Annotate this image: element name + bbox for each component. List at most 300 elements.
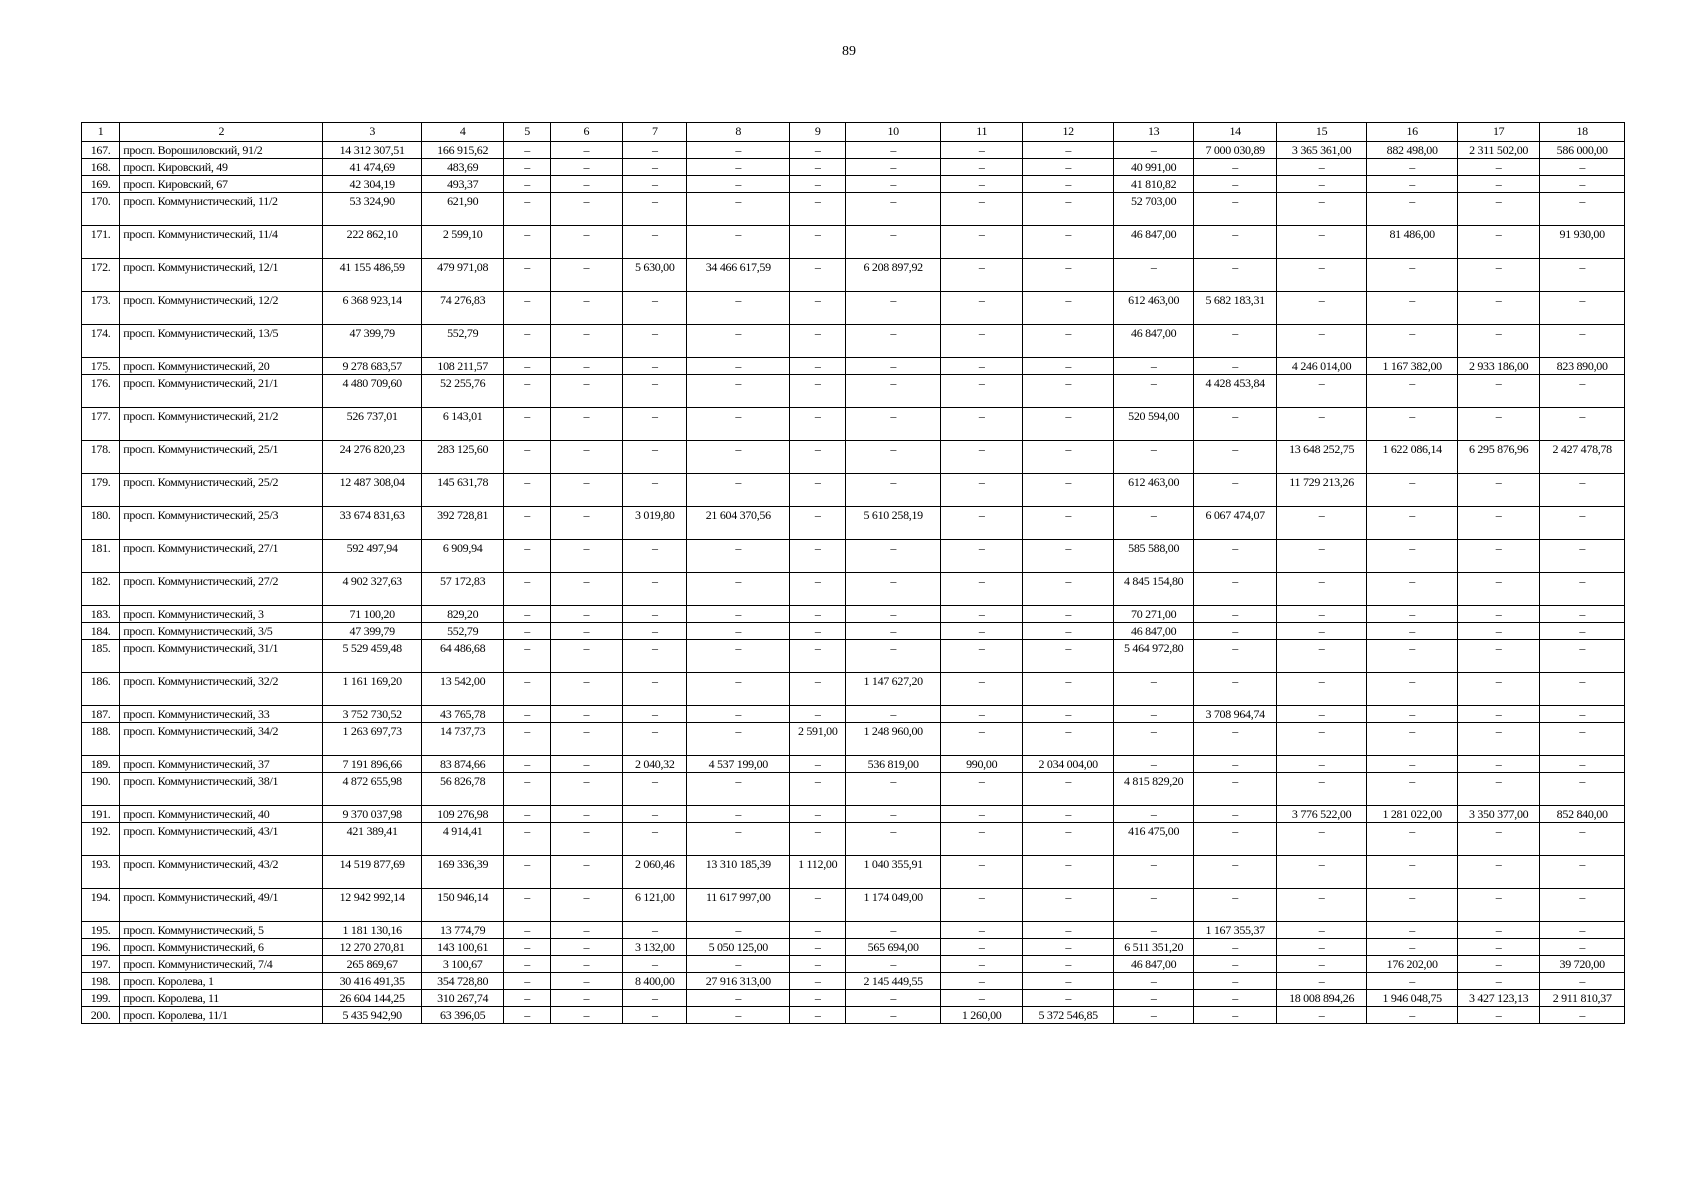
- value-cell: –: [846, 375, 941, 408]
- address-cell: просп. Коммунистический, 31/1: [120, 640, 323, 673]
- value-cell: –: [1540, 756, 1625, 773]
- value-cell: 6 909,94: [421, 540, 503, 573]
- value-cell: 4 246 014,00: [1276, 358, 1367, 375]
- value-cell: 5 372 546,85: [1023, 1007, 1114, 1024]
- value-cell: 30 416 491,35: [323, 973, 422, 990]
- value-cell: 222 862,10: [323, 226, 422, 259]
- row-number: 175.: [82, 358, 120, 375]
- value-cell: –: [623, 474, 687, 507]
- value-cell: –: [1113, 756, 1193, 773]
- value-cell: –: [940, 441, 1022, 474]
- value-cell: 421 389,41: [323, 823, 422, 856]
- value-cell: –: [846, 176, 941, 193]
- value-cell: –: [940, 292, 1022, 325]
- column-header: 10: [846, 123, 941, 142]
- value-cell: –: [1113, 507, 1193, 540]
- value-cell: –: [550, 325, 622, 358]
- value-cell: –: [550, 806, 622, 823]
- value-cell: 990,00: [940, 756, 1022, 773]
- value-cell: 4 537 199,00: [687, 756, 790, 773]
- value-cell: 3 019,80: [623, 507, 687, 540]
- table-row: [82, 507, 1625, 540]
- value-cell: –: [1023, 358, 1114, 375]
- value-cell: –: [940, 922, 1022, 939]
- value-cell: –: [846, 956, 941, 973]
- value-cell: –: [550, 756, 622, 773]
- value-cell: –: [687, 823, 790, 856]
- value-cell: –: [1367, 756, 1458, 773]
- value-cell: 1 622 086,14: [1367, 441, 1458, 474]
- value-cell: 829,20: [421, 606, 503, 623]
- value-cell: –: [687, 358, 790, 375]
- value-cell: –: [1457, 756, 1539, 773]
- table-row: [82, 142, 1625, 159]
- value-cell: –: [1194, 956, 1276, 973]
- value-cell: –: [550, 226, 622, 259]
- value-cell: –: [1367, 325, 1458, 358]
- value-cell: –: [623, 956, 687, 973]
- table-row: [82, 325, 1625, 358]
- column-header: 12: [1023, 123, 1114, 142]
- value-cell: –: [1540, 159, 1625, 176]
- value-cell: 5 630,00: [623, 259, 687, 292]
- value-cell: –: [1023, 441, 1114, 474]
- value-cell: –: [1367, 623, 1458, 640]
- value-cell: –: [550, 939, 622, 956]
- value-cell: 354 728,80: [421, 973, 503, 990]
- address-cell: просп. Коммунистический, 27/1: [120, 540, 323, 573]
- row-number: 180.: [82, 507, 120, 540]
- table-row: [82, 640, 1625, 673]
- value-cell: –: [504, 922, 550, 939]
- value-cell: 552,79: [421, 325, 503, 358]
- value-cell: –: [1367, 176, 1458, 193]
- value-cell: –: [550, 723, 622, 756]
- column-header: 16: [1367, 123, 1458, 142]
- value-cell: –: [940, 142, 1022, 159]
- row-number: 187.: [82, 706, 120, 723]
- table-row: [82, 856, 1625, 889]
- value-cell: –: [1367, 856, 1458, 889]
- address-cell: просп. Кировский, 49: [120, 159, 323, 176]
- row-number: 169.: [82, 176, 120, 193]
- value-cell: –: [1457, 773, 1539, 806]
- value-cell: –: [790, 773, 846, 806]
- value-cell: –: [1023, 922, 1114, 939]
- value-cell: –: [846, 806, 941, 823]
- value-cell: –: [550, 408, 622, 441]
- value-cell: 5 050 125,00: [687, 939, 790, 956]
- table-row: [82, 441, 1625, 474]
- value-cell: 5 529 459,48: [323, 640, 422, 673]
- value-cell: –: [1540, 259, 1625, 292]
- value-cell: –: [623, 142, 687, 159]
- value-cell: –: [1023, 856, 1114, 889]
- value-cell: 4 815 829,20: [1113, 773, 1193, 806]
- row-number: 197.: [82, 956, 120, 973]
- value-cell: 1 147 627,20: [846, 673, 941, 706]
- value-cell: –: [790, 956, 846, 973]
- value-cell: 6 368 923,14: [323, 292, 422, 325]
- value-cell: 12 942 992,14: [323, 889, 422, 922]
- address-cell: просп. Коммунистический, 25/1: [120, 441, 323, 474]
- column-header: 5: [504, 123, 550, 142]
- value-cell: –: [623, 773, 687, 806]
- value-cell: –: [846, 441, 941, 474]
- value-cell: –: [623, 922, 687, 939]
- value-cell: –: [1276, 956, 1367, 973]
- value-cell: 18 008 894,26: [1276, 990, 1367, 1007]
- value-cell: –: [1023, 193, 1114, 226]
- value-cell: –: [846, 292, 941, 325]
- row-number: 179.: [82, 474, 120, 507]
- value-cell: 56 826,78: [421, 773, 503, 806]
- value-cell: –: [1457, 193, 1539, 226]
- value-cell: –: [790, 756, 846, 773]
- value-cell: –: [940, 325, 1022, 358]
- value-cell: –: [1113, 375, 1193, 408]
- value-cell: –: [1023, 474, 1114, 507]
- value-cell: –: [504, 806, 550, 823]
- value-cell: –: [790, 823, 846, 856]
- value-cell: –: [1194, 474, 1276, 507]
- value-cell: –: [550, 176, 622, 193]
- value-cell: –: [504, 573, 550, 606]
- value-cell: –: [1457, 673, 1539, 706]
- value-cell: 11 729 213,26: [1276, 474, 1367, 507]
- row-number: 168.: [82, 159, 120, 176]
- value-cell: –: [1194, 159, 1276, 176]
- value-cell: 1 181 130,16: [323, 922, 422, 939]
- value-cell: –: [550, 193, 622, 226]
- value-cell: –: [623, 706, 687, 723]
- value-cell: 11 617 997,00: [687, 889, 790, 922]
- value-cell: –: [1367, 939, 1458, 956]
- address-cell: просп. Кировский, 67: [120, 176, 323, 193]
- value-cell: –: [1540, 408, 1625, 441]
- value-cell: –: [687, 142, 790, 159]
- value-cell: 3 776 522,00: [1276, 806, 1367, 823]
- row-number: 184.: [82, 623, 120, 640]
- value-cell: 2 427 478,78: [1540, 441, 1625, 474]
- value-cell: –: [1023, 956, 1114, 973]
- value-cell: 71 100,20: [323, 606, 422, 623]
- value-cell: –: [550, 540, 622, 573]
- row-number: 198.: [82, 973, 120, 990]
- value-cell: 34 466 617,59: [687, 259, 790, 292]
- value-cell: –: [1194, 325, 1276, 358]
- value-cell: –: [1457, 606, 1539, 623]
- value-cell: 1 161 169,20: [323, 673, 422, 706]
- value-cell: –: [550, 1007, 622, 1024]
- value-cell: –: [1367, 193, 1458, 226]
- value-cell: 46 847,00: [1113, 956, 1193, 973]
- address-cell: просп. Коммунистический, 11/2: [120, 193, 323, 226]
- value-cell: –: [940, 640, 1022, 673]
- value-cell: –: [1276, 973, 1367, 990]
- value-cell: –: [687, 1007, 790, 1024]
- column-header: 13: [1113, 123, 1193, 142]
- address-cell: просп. Коммунистический, 3: [120, 606, 323, 623]
- value-cell: –: [623, 441, 687, 474]
- value-cell: –: [1540, 673, 1625, 706]
- value-cell: 52 255,76: [421, 375, 503, 408]
- value-cell: –: [940, 259, 1022, 292]
- value-cell: –: [1194, 259, 1276, 292]
- value-cell: 42 304,19: [323, 176, 422, 193]
- value-cell: –: [623, 640, 687, 673]
- value-cell: –: [790, 159, 846, 176]
- value-cell: –: [790, 1007, 846, 1024]
- row-number: 172.: [82, 259, 120, 292]
- value-cell: –: [1194, 823, 1276, 856]
- value-cell: –: [790, 606, 846, 623]
- value-cell: 621,90: [421, 193, 503, 226]
- value-cell: 2 311 502,00: [1457, 142, 1539, 159]
- value-cell: 479 971,08: [421, 259, 503, 292]
- value-cell: 46 847,00: [1113, 226, 1193, 259]
- address-cell: просп. Коммунистический, 11/4: [120, 226, 323, 259]
- value-cell: –: [623, 623, 687, 640]
- value-cell: –: [504, 939, 550, 956]
- value-cell: 283 125,60: [421, 441, 503, 474]
- value-cell: –: [1194, 1007, 1276, 1024]
- value-cell: –: [940, 573, 1022, 606]
- value-cell: –: [790, 358, 846, 375]
- value-cell: –: [623, 573, 687, 606]
- value-cell: –: [940, 706, 1022, 723]
- value-cell: –: [1194, 176, 1276, 193]
- value-cell: –: [504, 193, 550, 226]
- value-cell: –: [1023, 623, 1114, 640]
- value-cell: –: [1540, 474, 1625, 507]
- value-cell: –: [504, 756, 550, 773]
- value-cell: –: [687, 193, 790, 226]
- value-cell: 14 519 877,69: [323, 856, 422, 889]
- value-cell: 6 511 351,20: [1113, 939, 1193, 956]
- value-cell: 5 610 258,19: [846, 507, 941, 540]
- value-cell: –: [504, 623, 550, 640]
- value-cell: 592 497,94: [323, 540, 422, 573]
- value-cell: 3 132,00: [623, 939, 687, 956]
- value-cell: 3 752 730,52: [323, 706, 422, 723]
- value-cell: –: [504, 358, 550, 375]
- value-cell: 1 167 355,37: [1194, 922, 1276, 939]
- address-cell: просп. Королева, 1: [120, 973, 323, 990]
- value-cell: –: [623, 806, 687, 823]
- value-cell: –: [1367, 889, 1458, 922]
- value-cell: –: [687, 606, 790, 623]
- value-cell: 13 542,00: [421, 673, 503, 706]
- value-cell: 46 847,00: [1113, 325, 1193, 358]
- value-cell: 81 486,00: [1367, 226, 1458, 259]
- value-cell: –: [687, 159, 790, 176]
- value-cell: –: [504, 408, 550, 441]
- value-cell: 4 902 327,63: [323, 573, 422, 606]
- value-cell: –: [1457, 889, 1539, 922]
- value-cell: –: [1194, 358, 1276, 375]
- row-number: 174.: [82, 325, 120, 358]
- value-cell: 4 428 453,84: [1194, 375, 1276, 408]
- value-cell: –: [504, 441, 550, 474]
- value-cell: –: [940, 474, 1022, 507]
- table-row: [82, 623, 1625, 640]
- value-cell: –: [790, 193, 846, 226]
- table-row: [82, 939, 1625, 956]
- value-cell: 265 869,67: [323, 956, 422, 973]
- value-cell: 612 463,00: [1113, 474, 1193, 507]
- value-cell: 1 281 022,00: [1367, 806, 1458, 823]
- value-cell: –: [1367, 474, 1458, 507]
- value-cell: 13 648 252,75: [1276, 441, 1367, 474]
- value-cell: –: [790, 325, 846, 358]
- value-cell: 166 915,62: [421, 142, 503, 159]
- value-cell: –: [846, 358, 941, 375]
- value-cell: 2 145 449,55: [846, 973, 941, 990]
- value-cell: –: [1540, 176, 1625, 193]
- value-cell: –: [550, 673, 622, 706]
- address-cell: просп. Коммунистический, 13/5: [120, 325, 323, 358]
- value-cell: –: [1194, 226, 1276, 259]
- value-cell: –: [1194, 606, 1276, 623]
- value-cell: –: [1276, 259, 1367, 292]
- value-cell: 1 112,00: [790, 856, 846, 889]
- table-row: [82, 922, 1625, 939]
- value-cell: –: [1457, 573, 1539, 606]
- value-cell: –: [1113, 358, 1193, 375]
- value-cell: 520 594,00: [1113, 408, 1193, 441]
- value-cell: –: [1113, 706, 1193, 723]
- value-cell: –: [1276, 889, 1367, 922]
- address-cell: просп. Коммунистический, 25/2: [120, 474, 323, 507]
- value-cell: –: [687, 623, 790, 640]
- value-cell: –: [1113, 259, 1193, 292]
- value-cell: –: [940, 226, 1022, 259]
- value-cell: –: [550, 358, 622, 375]
- value-cell: 3 708 964,74: [1194, 706, 1276, 723]
- value-cell: –: [790, 474, 846, 507]
- value-cell: –: [550, 956, 622, 973]
- value-cell: –: [790, 176, 846, 193]
- value-cell: 552,79: [421, 623, 503, 640]
- value-cell: –: [1023, 673, 1114, 706]
- value-cell: –: [1113, 142, 1193, 159]
- value-cell: –: [1113, 973, 1193, 990]
- value-cell: –: [790, 706, 846, 723]
- value-cell: 4 872 655,98: [323, 773, 422, 806]
- table-row: [82, 573, 1625, 606]
- value-cell: –: [1023, 723, 1114, 756]
- value-cell: 2 911 810,37: [1540, 990, 1625, 1007]
- value-cell: 6 295 876,96: [1457, 441, 1539, 474]
- column-header: 15: [1276, 123, 1367, 142]
- value-cell: –: [623, 226, 687, 259]
- value-cell: –: [687, 292, 790, 325]
- value-cell: –: [1276, 226, 1367, 259]
- value-cell: –: [550, 922, 622, 939]
- value-cell: –: [1457, 939, 1539, 956]
- value-cell: –: [687, 640, 790, 673]
- value-cell: –: [1023, 640, 1114, 673]
- value-cell: –: [1367, 159, 1458, 176]
- value-cell: –: [1023, 773, 1114, 806]
- address-cell: просп. Коммунистический, 33: [120, 706, 323, 723]
- value-cell: –: [550, 640, 622, 673]
- value-cell: –: [1540, 640, 1625, 673]
- value-cell: –: [940, 375, 1022, 408]
- value-cell: –: [790, 441, 846, 474]
- value-cell: –: [1540, 973, 1625, 990]
- table-row: [82, 706, 1625, 723]
- value-cell: –: [1194, 623, 1276, 640]
- value-cell: –: [623, 176, 687, 193]
- value-cell: –: [687, 573, 790, 606]
- value-cell: –: [550, 259, 622, 292]
- value-cell: –: [687, 706, 790, 723]
- value-cell: –: [1113, 673, 1193, 706]
- value-cell: –: [1194, 408, 1276, 441]
- value-cell: –: [504, 176, 550, 193]
- value-cell: –: [623, 990, 687, 1007]
- value-cell: 1 174 049,00: [846, 889, 941, 922]
- address-cell: просп. Королева, 11: [120, 990, 323, 1007]
- address-cell: просп. Коммунистический, 34/2: [120, 723, 323, 756]
- value-cell: –: [550, 606, 622, 623]
- value-cell: 2 034 004,00: [1023, 756, 1114, 773]
- value-cell: –: [846, 226, 941, 259]
- value-cell: –: [1194, 939, 1276, 956]
- page-number: 89: [842, 44, 856, 59]
- value-cell: 6 208 897,92: [846, 259, 941, 292]
- value-cell: –: [504, 375, 550, 408]
- value-cell: –: [1023, 142, 1114, 159]
- value-cell: –: [1367, 606, 1458, 623]
- value-cell: 4 845 154,80: [1113, 573, 1193, 606]
- value-cell: –: [790, 540, 846, 573]
- row-number: 181.: [82, 540, 120, 573]
- value-cell: –: [1113, 990, 1193, 1007]
- row-number: 199.: [82, 990, 120, 1007]
- value-cell: 2 060,46: [623, 856, 687, 889]
- value-cell: 3 427 123,13: [1457, 990, 1539, 1007]
- value-cell: 169 336,39: [421, 856, 503, 889]
- value-cell: –: [1023, 408, 1114, 441]
- value-cell: –: [790, 640, 846, 673]
- value-cell: 24 276 820,23: [323, 441, 422, 474]
- address-cell: просп. Коммунистический, 43/2: [120, 856, 323, 889]
- value-cell: –: [790, 673, 846, 706]
- value-cell: –: [1367, 673, 1458, 706]
- value-cell: 2 591,00: [790, 723, 846, 756]
- value-cell: –: [1367, 507, 1458, 540]
- value-cell: 41 155 486,59: [323, 259, 422, 292]
- value-cell: –: [1367, 823, 1458, 856]
- value-cell: –: [1540, 723, 1625, 756]
- value-cell: –: [1276, 706, 1367, 723]
- value-cell: 882 498,00: [1367, 142, 1458, 159]
- value-cell: –: [550, 441, 622, 474]
- value-cell: –: [1276, 375, 1367, 408]
- table-row: [82, 375, 1625, 408]
- value-cell: 565 694,00: [846, 939, 941, 956]
- value-cell: –: [1457, 474, 1539, 507]
- table-row: [82, 474, 1625, 507]
- row-number: 186.: [82, 673, 120, 706]
- value-cell: –: [1194, 573, 1276, 606]
- value-cell: –: [1367, 408, 1458, 441]
- address-cell: просп. Королева, 11/1: [120, 1007, 323, 1024]
- row-number: 167.: [82, 142, 120, 159]
